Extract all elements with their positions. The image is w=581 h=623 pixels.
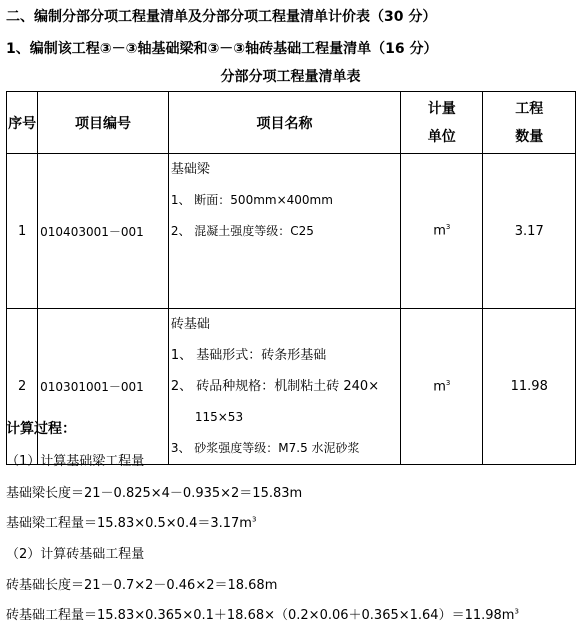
row-unit: $m^3$ (401, 309, 483, 465)
row-name-line: 2、 砖品种规格：机制粘土砖 240× (170, 379, 380, 394)
calc-beam-volume: 基础梁工程量$=15.83\times 0.5\times 0.4=3.17m^3$ (6, 515, 257, 531)
table-row (7, 309, 576, 465)
row-qty: 3.17 (483, 154, 576, 309)
row-name-line: 1、 断面：500mm×400mm (170, 193, 333, 207)
row-name-line: 115×53 (194, 410, 244, 424)
table-header-row (7, 92, 576, 154)
table-caption: 分部分项工程量清单表 (220, 69, 361, 85)
row-code: 010403001－001 (38, 154, 169, 309)
row-qty: 11.98 (483, 309, 576, 465)
header-unit-line2: 单位 (427, 128, 456, 145)
header-seq: 序号 (7, 92, 38, 154)
calc-brick-volume: 砖基础工程量$=15.83\times 0.365\times 0.1+18.68\times(0.2\times 0.06+0.365\times 1.64)=11.98m^3$ (6, 607, 519, 623)
calc-step2-title: （2）计算砖基础工程量 (6, 547, 145, 562)
header-unit-line1: 计量 (427, 100, 456, 117)
header-qty-line2: 数量 (515, 128, 544, 145)
row-seq: 2 (7, 309, 38, 465)
row-name (168, 309, 400, 465)
row-name-line: 砖基础 (170, 317, 210, 332)
row-seq: 1 (7, 154, 38, 309)
calc-brick-length: 砖基础长度＝21－0.7×2－0.46×2＝18.68m (6, 578, 278, 593)
header-name: 项目名称 (168, 92, 400, 154)
header-unit (401, 92, 483, 154)
bill-of-quantities-table (6, 91, 576, 465)
header-code: 项目编号 (38, 92, 169, 154)
calc-step1-title: （1）计算基础梁工程量 (6, 454, 145, 469)
row-name-line: 基础梁 (170, 162, 210, 177)
row-unit: $m^3$ (401, 154, 483, 309)
row-name-line: 1、 基础形式：砖条形基础 (170, 348, 327, 363)
row-name (168, 154, 400, 309)
calc-title: 计算过程： (6, 421, 76, 437)
header-qty-line1: 工程 (515, 100, 544, 117)
row-name-line: 3、 砂浆强度等级：M7.5 水泥砂浆 (170, 441, 360, 455)
table-row (7, 154, 576, 309)
calc-beam-length: 基础梁长度＝21－0.825×4－0.935×2＝15.83m (6, 486, 303, 501)
section-heading: 二、编制分部分项工程量清单及分部分项工程量清单计价表（30 分） (6, 9, 437, 25)
subsection-heading: 1、编制该工程③－③轴基础梁和③－③轴砖基础工程量清单（16 分） (6, 41, 438, 57)
row-name-line: 2、 混凝土强度等级：C25 (170, 224, 314, 238)
row-code: 010301001－001 (38, 309, 169, 465)
header-qty (483, 92, 576, 154)
